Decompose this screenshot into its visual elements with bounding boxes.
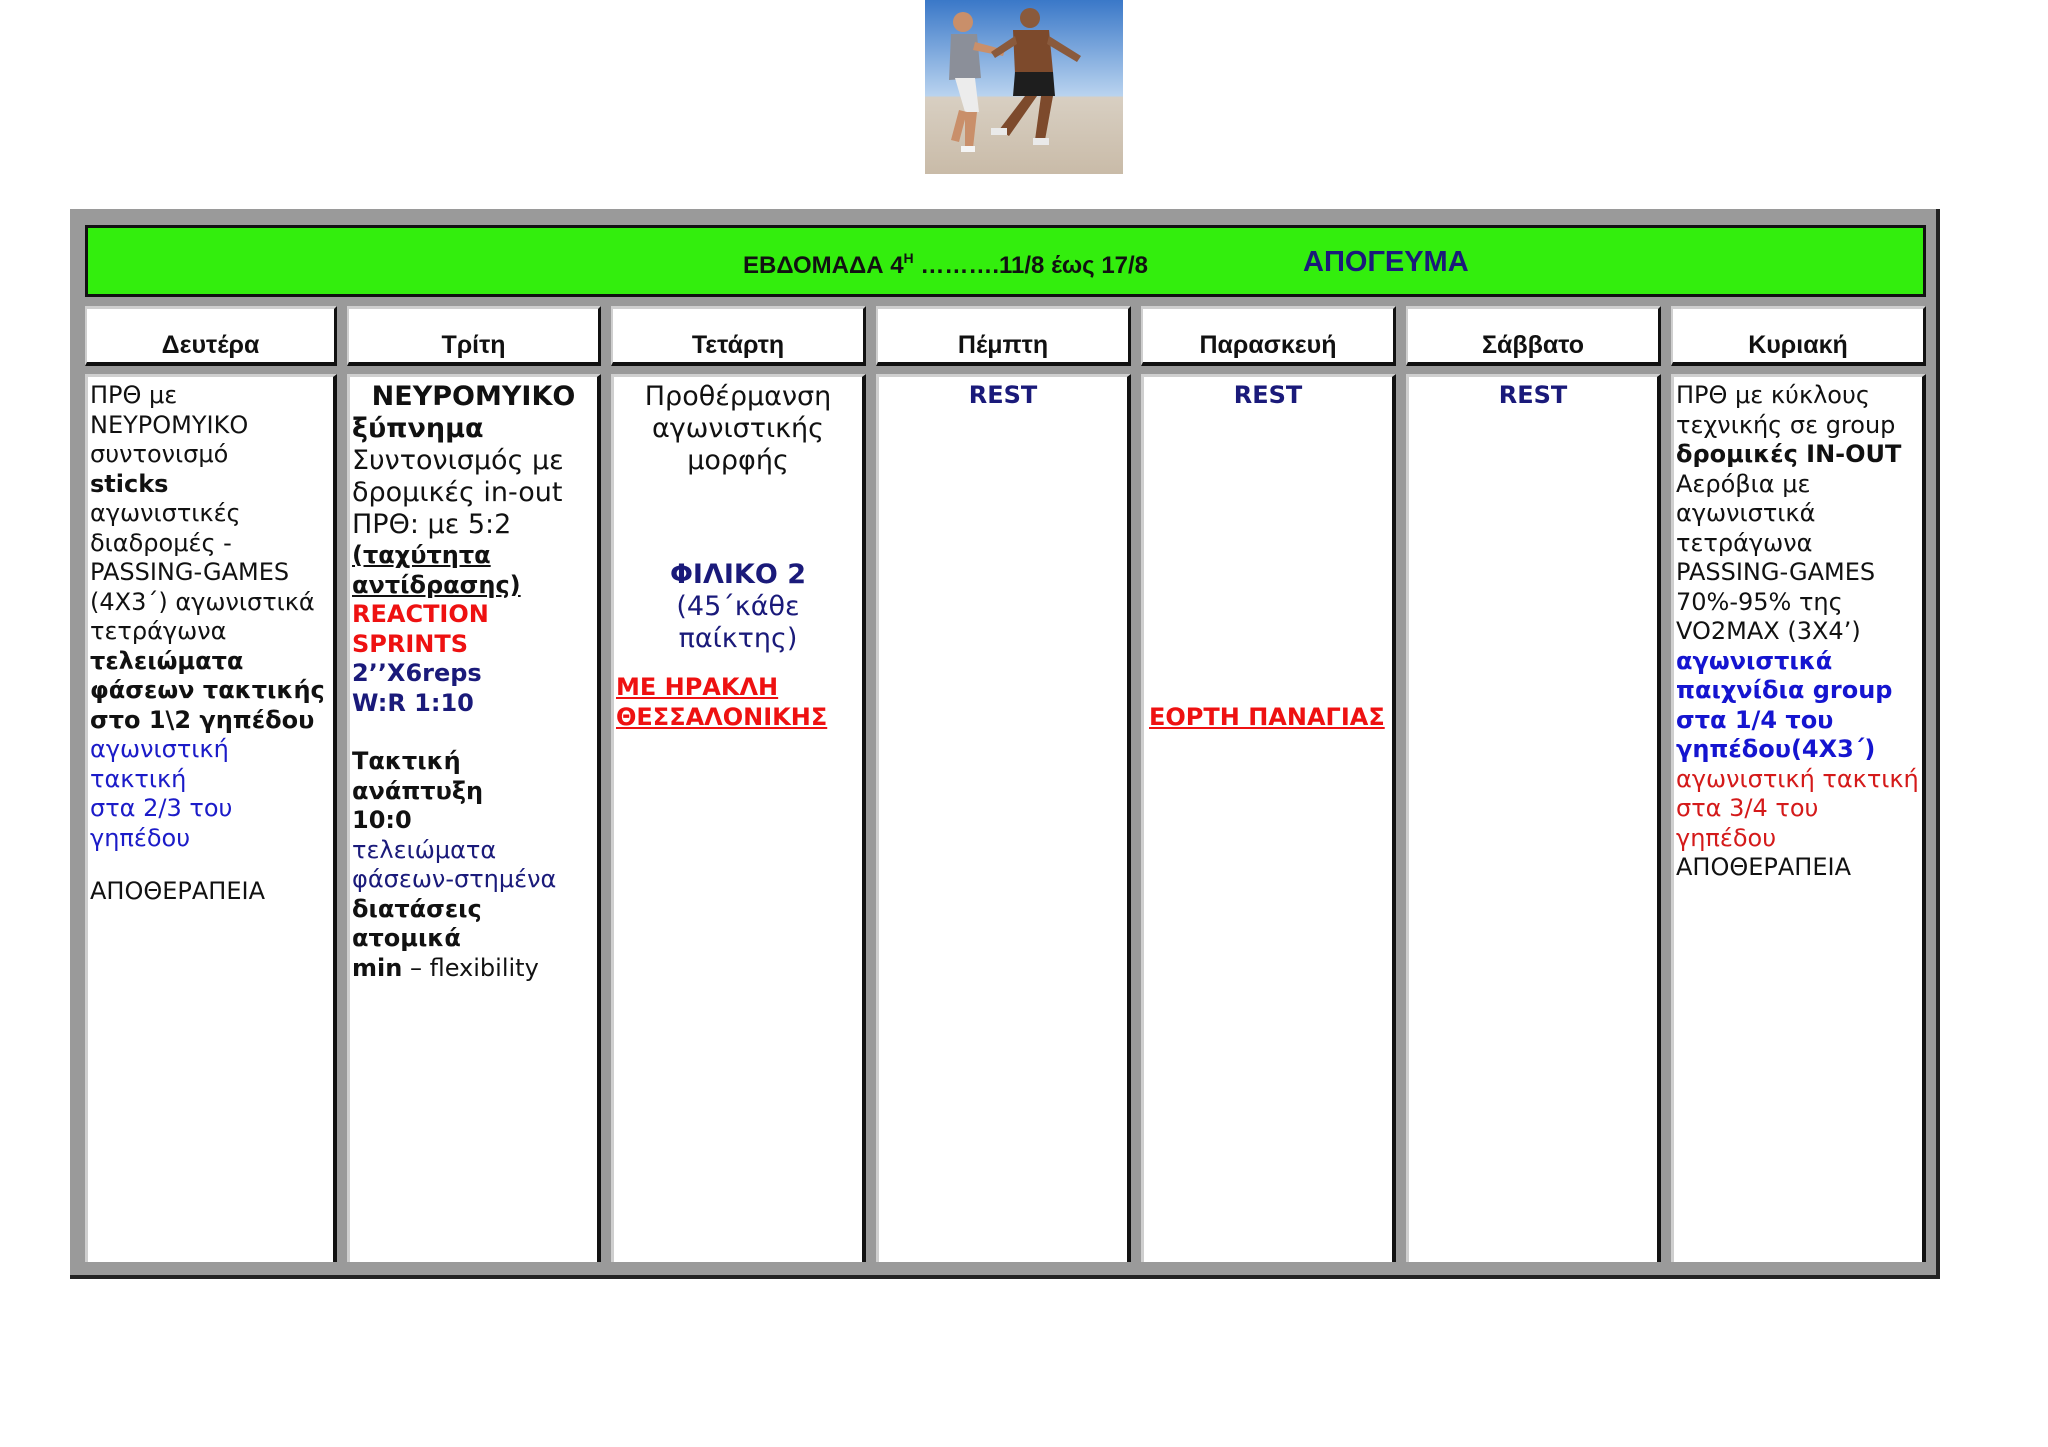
holiday-label: ΕΟΡΤΗ ΠΑΝΑΓΙΑΣ bbox=[1149, 702, 1385, 731]
cell-text: ΠΡΘ με bbox=[90, 381, 178, 409]
cell-wednesday bbox=[611, 374, 866, 1262]
cell-text: γηπέδου bbox=[90, 823, 191, 852]
day-header-thursday: Πέμπτη bbox=[876, 306, 1131, 366]
cell-text: φάσεων-στημένα bbox=[352, 865, 557, 893]
cell-text: VO2MAX (3Χ4’) bbox=[1676, 617, 1861, 645]
cell-text: REACTION bbox=[352, 600, 489, 628]
week-superscript: Η bbox=[903, 250, 914, 266]
runners-photo-icon bbox=[925, 0, 1123, 174]
week-banner bbox=[85, 225, 1926, 297]
cell-text: 2’’X6reps bbox=[352, 659, 482, 687]
cell-text: στα 2/3 του bbox=[90, 794, 233, 822]
cell-saturday bbox=[1406, 374, 1661, 1262]
cell-text: ΑΠΟΘΕΡΑΠΕΙΑ bbox=[1676, 853, 1852, 881]
cell-text: στο 1\2 γηπέδου bbox=[90, 705, 315, 734]
cell-text: φάσεων τακτικής bbox=[90, 676, 325, 704]
cell-text: διατάσεις ατομικά bbox=[352, 894, 482, 952]
cell-text: τετράγωνα bbox=[1676, 528, 1813, 557]
rest-label: REST bbox=[1233, 381, 1303, 409]
cell-text: τελειώματα bbox=[352, 835, 497, 864]
cell-text: μορφής bbox=[687, 445, 789, 476]
cell-text: στα 1/4 του bbox=[1676, 705, 1834, 734]
cell-text: αντίδρασης) bbox=[352, 570, 521, 599]
cell-text: 70%-95% της bbox=[1676, 587, 1843, 616]
cell-text: PASSING-GAMES bbox=[90, 558, 290, 586]
cell-text: PASSING-GAMES bbox=[1676, 558, 1876, 586]
day-header-wednesday: Τετάρτη bbox=[611, 306, 866, 366]
cell-text: αγωνιστικά bbox=[1676, 499, 1816, 527]
cell-text: τετράγωνα bbox=[90, 617, 227, 645]
cell-thursday bbox=[876, 374, 1131, 1262]
rest-label: REST bbox=[968, 381, 1038, 409]
rest-label: REST bbox=[1498, 381, 1568, 409]
cell-text: δρομικές in-out bbox=[352, 477, 563, 508]
day-header-friday: Παρασκευή bbox=[1141, 306, 1396, 366]
cell-friday bbox=[1141, 374, 1396, 1262]
cell-text: αγωνιστική τακτική bbox=[90, 735, 229, 793]
cell-text: γηπέδου bbox=[1676, 823, 1777, 852]
week-label: ΕΒΔΟΜΑΔΑ 4 bbox=[743, 252, 904, 279]
cell-text: ΝΕΥΡΟΜΥΙΚΟ bbox=[90, 410, 249, 439]
day-header-monday: Δευτέρα bbox=[85, 306, 337, 366]
runners-photo bbox=[925, 0, 1123, 174]
week-title bbox=[743, 250, 1148, 280]
cell-text: αγωνιστικά bbox=[1676, 646, 1833, 675]
date-range: ……….11/8 έως 17/8 bbox=[913, 252, 1149, 279]
friendly-match-title: ΦΙΛΙΚΟ 2 bbox=[669, 559, 806, 590]
opponent-name: ΘΕΣΣΑΛΟΝΙΚΗΣ bbox=[616, 702, 828, 731]
cell-tuesday bbox=[347, 374, 601, 1262]
cell-text: ξύπνημα bbox=[352, 413, 484, 444]
cell-text: W:R 1:10 bbox=[352, 688, 474, 717]
cell-text: Προθέρμανση bbox=[644, 381, 832, 412]
cell-monday bbox=[85, 374, 337, 1262]
cell-text: 10:0 bbox=[352, 806, 412, 834]
cell-text: SPRINTS bbox=[352, 629, 469, 658]
cell-text: (45΄κάθε παίκτης) bbox=[676, 591, 800, 654]
cell-text: min bbox=[352, 953, 403, 982]
cell-text: Τακτική ανάπτυξη bbox=[352, 747, 484, 805]
cell-text: ΝΕΥΡΟΜΥΙΚΟ bbox=[371, 381, 576, 412]
cell-text: τελειώματα bbox=[90, 646, 244, 675]
cell-text: (4Χ3΄) αγωνιστικά bbox=[90, 587, 315, 616]
cell-text: ΑΠΟΘΕΡΑΠΕΙΑ bbox=[90, 877, 266, 905]
cell-text: αγωνιστικής bbox=[652, 413, 824, 444]
cell-text: στα 3/4 του bbox=[1676, 794, 1819, 822]
cell-text: sticks bbox=[90, 469, 169, 498]
cell-text: αγωνιστική τακτική bbox=[1676, 764, 1919, 793]
cell-text: Συντονισμός με bbox=[352, 445, 564, 476]
cell-text: ΠΡΘ: με 5:2 bbox=[352, 509, 512, 540]
cell-text: παιχνίδια group bbox=[1676, 676, 1893, 704]
day-header-tuesday: Τρίτη bbox=[347, 306, 601, 366]
cell-text: συντονισμό bbox=[90, 440, 229, 468]
cell-text bbox=[352, 954, 595, 984]
day-header-saturday: Σάββατο bbox=[1406, 306, 1661, 366]
cell-text: (ταχύτητα bbox=[352, 541, 491, 569]
cell-text: τεχνικής σε group bbox=[1676, 410, 1896, 439]
cell-sunday bbox=[1671, 374, 1926, 1262]
cell-text: – flexibility bbox=[402, 953, 539, 982]
cell-text: δρομικές IN-OUT bbox=[1676, 440, 1902, 468]
time-of-day: ΑΠΟΓΕΥΜΑ bbox=[1303, 246, 1469, 278]
cell-text: διαδρομές - bbox=[90, 528, 232, 557]
cell-text: Αερόβια με bbox=[1676, 469, 1811, 498]
opponent-name: ΜΕ ΗΡΑΚΛΗ bbox=[616, 673, 779, 701]
cell-text: ΠΡΘ με κύκλους bbox=[1676, 381, 1870, 409]
cell-text: αγωνιστικές bbox=[90, 499, 241, 527]
day-header-sunday: Κυριακή bbox=[1671, 306, 1926, 366]
cell-text: γηπέδου(4Χ3΄) bbox=[1676, 735, 1876, 763]
